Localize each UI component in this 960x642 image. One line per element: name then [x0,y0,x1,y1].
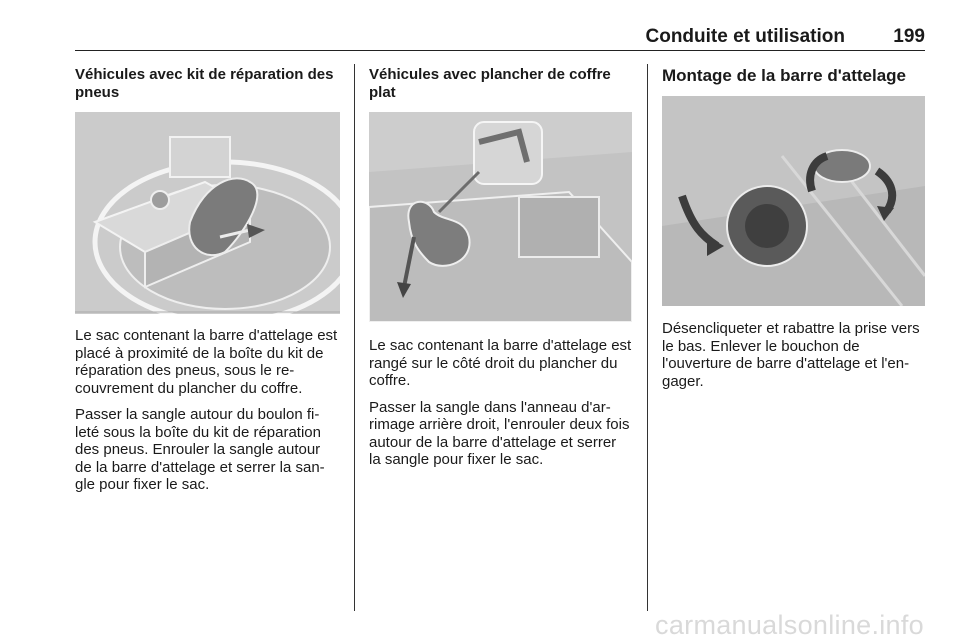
illustration-tow-bar-socket [662,96,925,306]
column-body [75,327,340,494]
column-divider [647,64,648,611]
column-body [369,337,632,469]
body-paragraph: Désencliqueter et rabattre la prise vers le bas. Enlever le bouchon de l'ouverture de barre d'attelage et l'en-gager. [662,320,920,390]
illustration-flat-floor [369,112,632,322]
section-heading: Véhicules avec kit de réparation des pneus [75,66,334,101]
page-header [75,26,925,50]
column-flat-floor [369,66,632,102]
section-heading: Montage de la barre d'attelage [662,66,906,85]
column-tire-repair-kit [75,66,340,102]
body-paragraph: Le sac contenant la barre d'attelage est rangé sur le côté droit du plancher du coffre. [369,337,632,389]
column-body [662,320,926,390]
section-heading: Véhicules avec plancher de coffre plat [369,66,611,101]
page-number: 199 [893,26,925,47]
header-rule [75,50,925,51]
column-divider [354,64,355,611]
body-paragraph: Passer la sangle autour du boulon fi-leté sous la boîte du kit de réparation des pneus. Enrouler la sangle autour de la barre d'attelage et serrer la san-gle pour fixer le sac. [75,406,325,493]
watermark: carmanualsonline.info [655,610,924,640]
body-paragraph: Le sac contenant la barre d'attelage est placé à proximité de la boîte du kit de réparation des pneus, sous le re-couvrement du plancher du coffre. [75,327,338,397]
body-paragraph: Passer la sangle dans l'anneau d'ar-rimage arrière droit, l'enrouler deux fois autour de la barre d'attelage et serrer la sangle pour fixer le sac. [369,398,630,468]
section-title: Conduite et utilisation [645,26,845,47]
column-tow-bar-mount [662,66,926,86]
illustration-tire-kit [75,112,340,314]
